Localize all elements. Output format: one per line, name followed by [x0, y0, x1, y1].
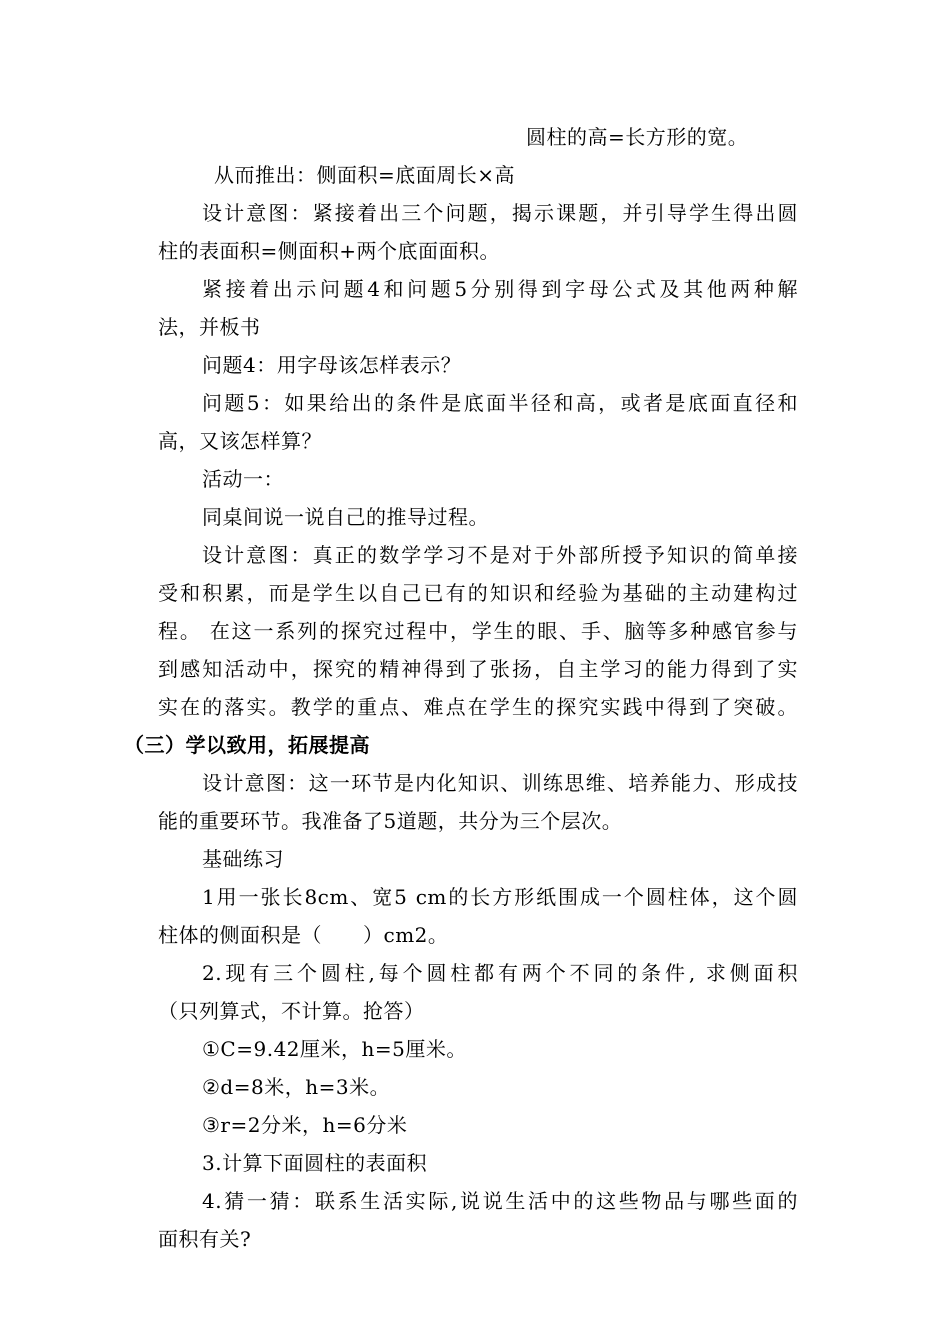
text-line: 高，又该怎样算？: [158, 429, 322, 453]
text-line: 1用一张长8cm、宽5 cm的长方形纸围成一个圆柱体，这个圆: [202, 885, 798, 909]
text-line: 程。 在这一系列的探究过程中，学生的眼、手、脑等多种感官参与: [158, 619, 798, 643]
text-line: 同桌间说一说自己的推导过程。: [202, 505, 489, 529]
text-line: 2.现有三个圆柱,每个圆柱都有两个不同的条件, 求侧面积: [202, 961, 798, 985]
text-line: （只列算式，不计算。抢答）: [158, 999, 425, 1023]
text-line: 能的重要环节。我准备了5道题，共分为三个层次。: [158, 809, 623, 833]
text-line: 受和积累，而是学生以自己已有的知识和经验为基础的主动建构过: [158, 581, 798, 605]
text-line: 设计意图：紧接着出三个问题，揭示课题，并引导学生得出圆: [202, 201, 798, 225]
text-line: 问题4：用字母该怎样表示？: [202, 353, 462, 377]
text-line: 问题5：如果给出的条件是底面半径和高，或者是底面直径和: [202, 391, 798, 415]
text-line: 4.猜一猜：联系生活实际,说说生活中的这些物品与哪些面的: [202, 1189, 798, 1213]
text-line: ③r=2分米，h=6分米: [202, 1113, 408, 1137]
text-line: ②d=8米，h=3米。: [202, 1075, 391, 1099]
text-line: 柱体的侧面积是（ ）cm2。: [158, 923, 449, 947]
text-line: 基础练习: [202, 847, 284, 871]
text-line: 设计意图：这一环节是内化知识、训练思维、培养能力、形成技: [202, 771, 798, 795]
document-body: [124, 118, 798, 1258]
section-heading: （三）学以致用，拓展提高: [124, 733, 370, 757]
text-line: 面积有关?: [158, 1227, 252, 1251]
text-line: 设计意图：真正的数学学习不是对于外部所授予知识的简单接: [202, 543, 798, 567]
text-line: 法，并板书: [158, 315, 261, 339]
text-line: 柱的表面积=侧面积+两个底面面积。: [158, 239, 501, 263]
text-line: 实在的落实。教学的重点、难点在学生的探究实践中得到了突破。: [158, 695, 798, 719]
text-line: ①C=9.42厘米，h=5厘米。: [202, 1037, 467, 1061]
text-line: 3.计算下面圆柱的表面积: [202, 1151, 428, 1175]
text-line: 到感知活动中，探究的精神得到了张扬，自主学习的能力得到了实: [158, 657, 798, 681]
text-line: 活动一：: [202, 467, 284, 491]
text-line: 紧接着出示问题4和问题5分别得到字母公式及其他两种解: [202, 277, 798, 301]
text-line: 圆柱的高=长方形的宽。: [526, 125, 749, 149]
text-line: 从而推出：侧面积=底面周长×高: [214, 163, 516, 187]
